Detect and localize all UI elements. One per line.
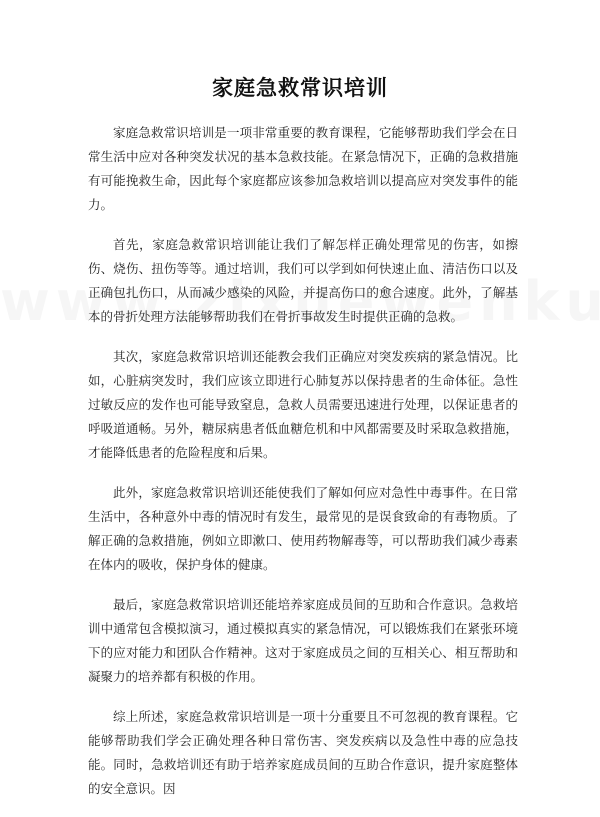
paragraph-diseases: 其次，家庭急救常识培训还能教会我们正确应对突发疾病的紧急情况。比如，心脏病突发时，我们应该立即进行心肺复苏以保持患者的生命体征。急性过敏反应的发作也可能导致窒息，急救人员需要迅速进行处理，以保证患者的呼吸道通畅。另外，糖尿病患者低血糖危机和中风都需要及时采取急救措施，才能降低患者的危险程度和后果。 xyxy=(88,349,518,460)
paragraph-poisoning: 此外，家庭急救常识培训还能使我们了解如何应对急性中毒事件。在日常生活中，各种意外中毒的情况时有发生，最常见的是误食致命的有毒物质。了解正确的急救措施，例如立即漱口、使用药物解毒等，可以帮助我们减少毒素在体内的吸收，保护身体的健康。 xyxy=(88,485,518,572)
paragraph-summary: 综上所述，家庭急救常识培训是一项十分重要且不可忽视的教育课程。它能够帮助我们学会正确处理各种日常伤害、突发疾病以及急性中毒的应急技能。同时，急救培训还有助于培养家庭成员间的互助合作意识，提升家庭整体的安全意识。因 xyxy=(88,709,518,796)
document-title: 家庭急救常识培训 xyxy=(212,76,388,100)
paragraph-injuries: 首先，家庭急救常识培训能让我们了解怎样正确处理常见的伤害，如擦伤、烧伤、扭伤等等。通过培训，我们可以学到如何快速止血、清洁伤口以及正确包扎伤口，从而减少感染的风险，并提高伤口的愈合速度。此外，了解基本的骨折处理方法能够帮助我们在骨折事故发生时提供正确的急救。 xyxy=(88,237,518,324)
document-body xyxy=(88,121,518,817)
paragraph-intro: 家庭急救常识培训是一项非常重要的教育课程，它能够帮助我们学会在日常生活中应对各种突发状况的基本急救技能。在紧急情况下，正确的急救措施有可能挽救生命，因此每个家庭都应该参加急救培训以提高应对突发事件的能力。 xyxy=(88,125,518,212)
paragraph-cooperation: 最后，家庭急救常识培训还能培养家庭成员间的互助和合作意识。急救培训中通常包含模拟演习，通过模拟真实的紧急情况，可以锻炼我们在紧张环境下的应对能力和团队合作精神。这对于家庭成员之间的互相关心、相互帮助和凝聚力的培养都有积极的作用。 xyxy=(88,597,518,684)
